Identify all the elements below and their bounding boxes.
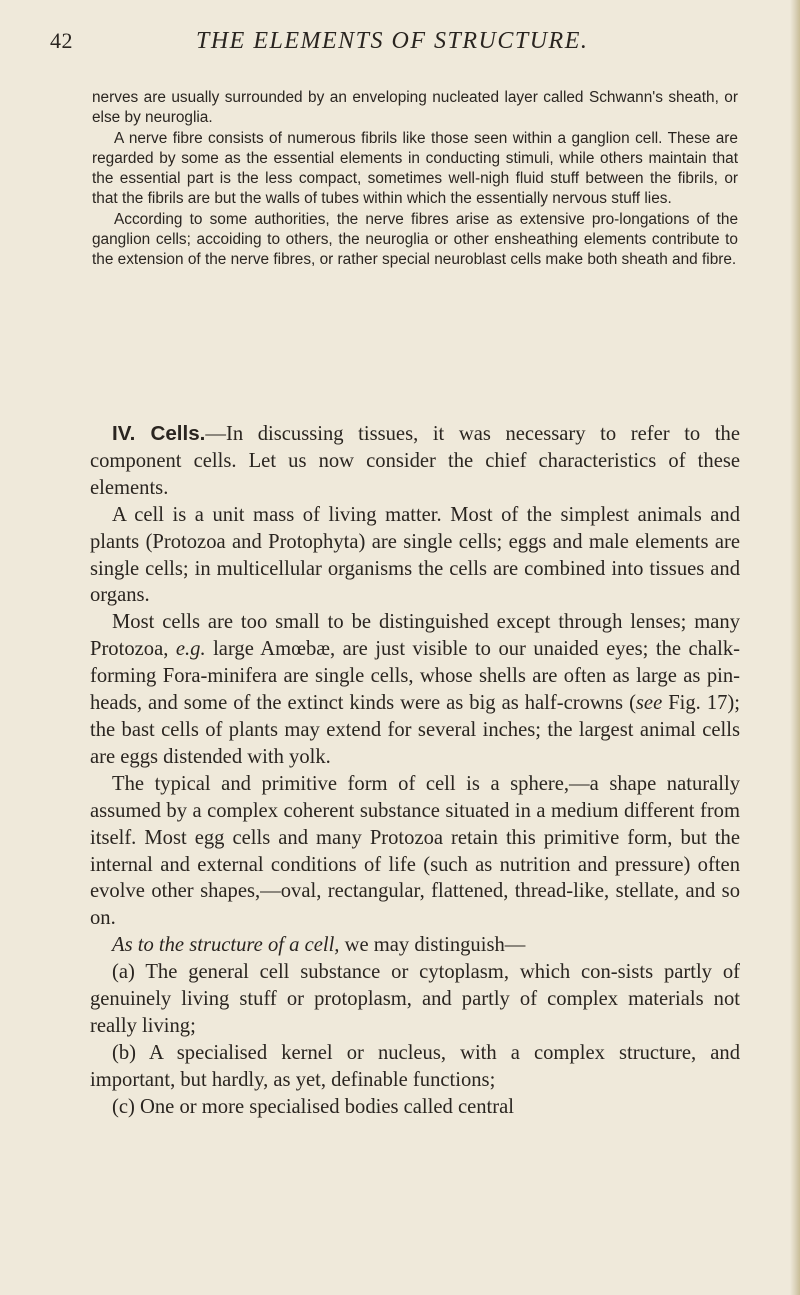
italic-eg: e.g. xyxy=(175,638,206,661)
list-item-b xyxy=(90,1040,740,1094)
page-header xyxy=(50,28,740,62)
paragraph-typical-form: The typical and primitive form of cell is a sphere,—a shape naturally assumed by a complex coherent substance situated in a medium different from itself. Most egg cells and many Protozoa retain this primitive form, but the internal and external conditions of life (such as nutrition and pressure) often evolve other shapes,—oval, rectangular, flattened, thread-like, stellate, and so on. xyxy=(90,772,740,930)
section-intro: —In discussing tissues, it was necessary to refer to the component cells. Let us now consider the chief characteristics of these elements. xyxy=(90,423,740,499)
list-item-c xyxy=(90,1094,740,1121)
section-heading-paragraph xyxy=(90,421,740,502)
section-heading: IV. Cells. xyxy=(112,422,206,445)
page-number: 42 xyxy=(50,28,73,53)
small-text-block xyxy=(92,88,738,271)
italic-structure: As to the structure of a cell, xyxy=(112,934,340,957)
paragraph-cell-sizes xyxy=(90,609,740,770)
text-run: large Amœbæ, are just visible to our unaided eyes; the chalk-forming Fora-minifera are single cells, whose shells are often as large as pin-heads, and some of the extinct kinds were as big as half-crowns ( xyxy=(90,638,740,715)
running-head: THE ELEMENTS OF STRUCTURE. xyxy=(196,28,589,54)
paragraph-cell-definition: A cell is a unit mass of living matter. Most of the simplest animals and plants (Protozoa and Protophyta) are single cells; eggs and male elements are single cells; in multicellular organisms the cells are combined into tissues and organs. xyxy=(90,503,740,607)
list-label-b: (b) xyxy=(112,1041,137,1064)
page-edge xyxy=(790,0,800,1295)
list-text-a: The general cell substance or cytoplasm, which con-sists partly of genuinely living stuff or protoplasm, and partly of complex materials not really living; xyxy=(90,961,740,1037)
list-label-a: (a) xyxy=(112,961,135,984)
list-text-b: A specialised kernel or nucleus, with a complex structure, and important, but hardly, as yet, definable functions; xyxy=(90,1041,740,1091)
list-text-c: One or more specialised bodies called central xyxy=(134,1095,514,1118)
list-item-a xyxy=(90,959,740,1040)
list-label-c: (c) xyxy=(112,1095,135,1118)
text-run: Most cells are too small to be distinguished except through lenses; many Protozoa, xyxy=(90,611,740,661)
cells-section xyxy=(90,421,740,1121)
paragraph-structure-intro xyxy=(90,932,740,959)
text-run: Fig. 17); the bast cells of plants may extend for several inches; the largest animal cells are eggs distended with yolk. xyxy=(90,692,740,768)
paragraph-nerve-fibre: A nerve fibre consists of numerous fibrils like those seen within a ganglion cell. These are regarded by some as the essential elements in conducting stimuli, while others maintain that the essential part is the less compact, sometimes well-nigh fluid stuff between the fibrils, or that the fibrils are but the walls of tubes within which the essentially nervous stuff lies. xyxy=(92,129,738,208)
text-run: we may distinguish— xyxy=(339,934,526,957)
paragraph-authorities: According to some authorities, the nerve fibres arise as extensive pro-longations of the ganglion cells; accoiding to others, the neuroglia or other ensheathing elements contribute to the extension of the nerve fibres, or rather special neuroblast cells make both sheath and fibre. xyxy=(92,210,738,269)
italic-see: see xyxy=(635,692,663,715)
paragraph-schwann: nerves are usually surrounded by an enveloping nucleated layer called Schwann's sheath, or else by neuroglia. xyxy=(92,89,738,127)
